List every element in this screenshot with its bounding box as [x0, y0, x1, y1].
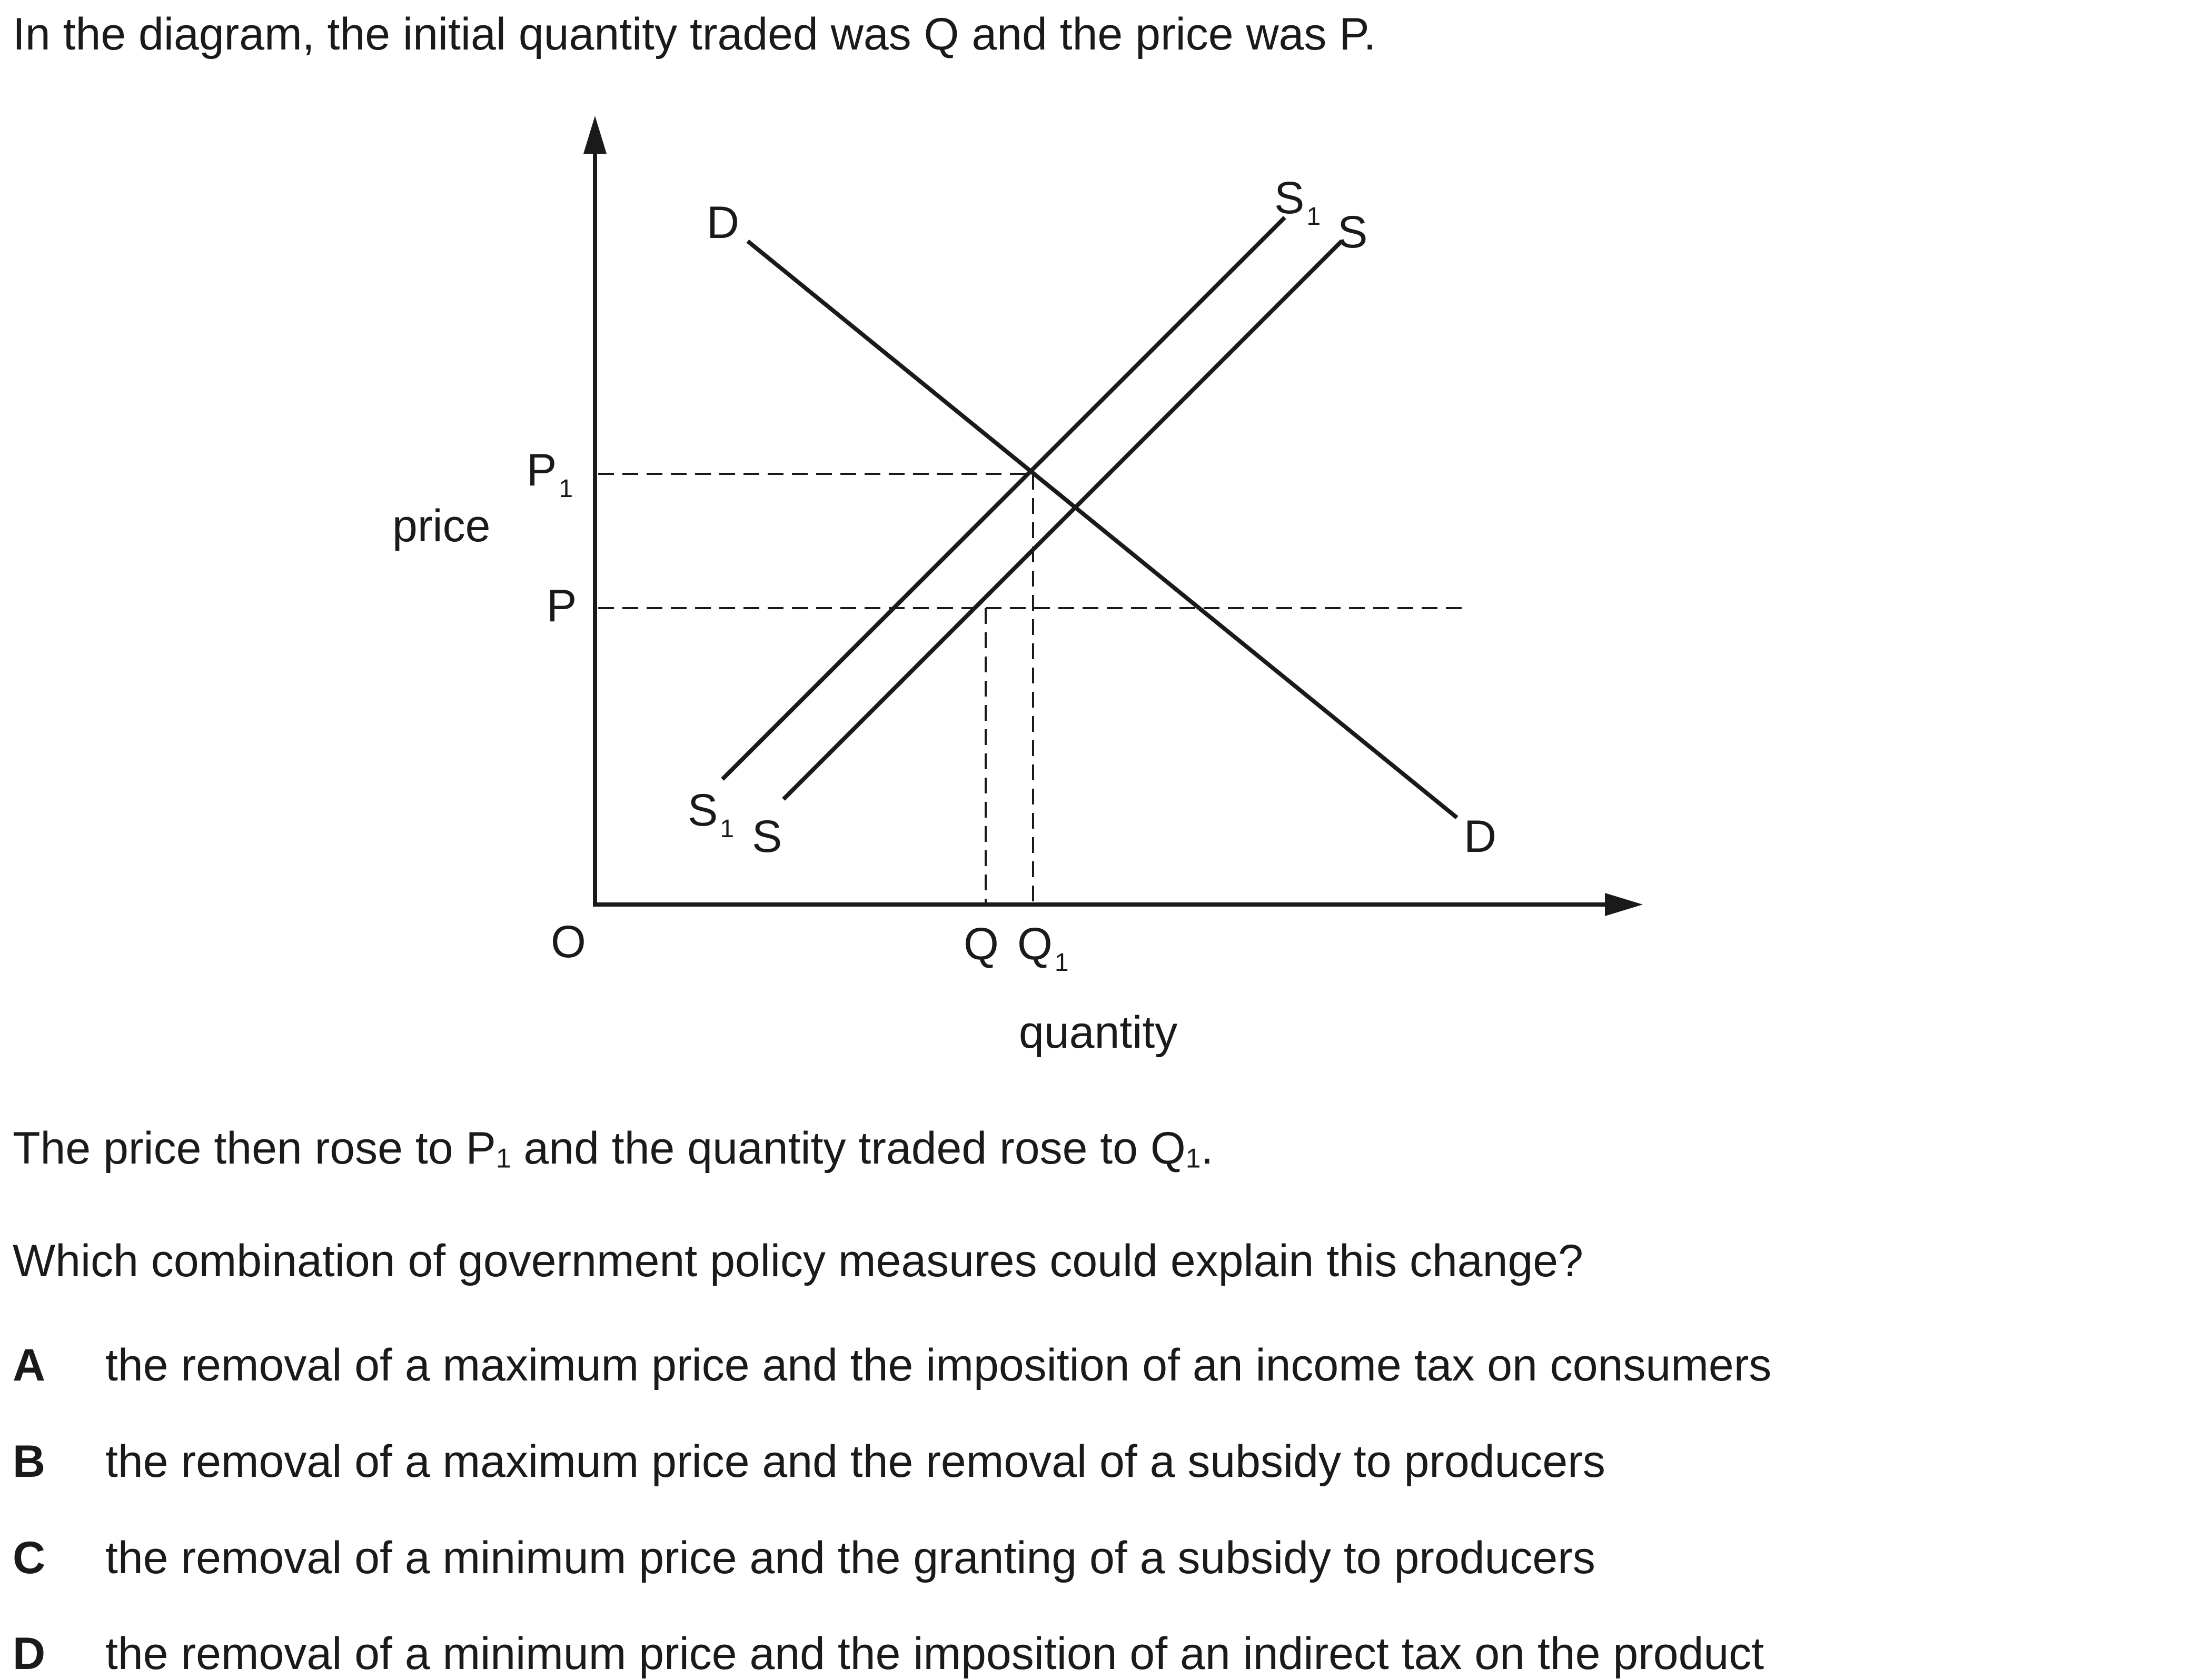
question-intro: In the diagram, the initial quantity traded was Q and the price was P. — [13, 9, 1376, 59]
option-letter: D — [13, 1628, 46, 1679]
s1-label-top: $S_1$ — [1274, 173, 1321, 231]
y-axis-arrow-icon — [583, 116, 607, 154]
option-text: the removal of a maximum price and the removal of a subsidy to producers — [105, 1436, 1605, 1487]
origin-label: O — [551, 917, 586, 967]
option-text: the removal of a maximum price and the imposition of an income tax on consumers — [105, 1340, 1772, 1390]
supply-curve-s — [783, 241, 1342, 799]
s-label-bottom: S — [752, 811, 782, 862]
x-axis-label: quantity — [1019, 1007, 1178, 1058]
s-label-top: S — [1337, 207, 1368, 257]
p1-label: $P_1$ — [527, 445, 573, 503]
q-label: Q — [964, 919, 999, 969]
option-letter: B — [13, 1436, 46, 1487]
demand-label-top: D — [707, 197, 740, 248]
option-text: the removal of a minimum price and the granting of a subsidy to producers — [105, 1533, 1595, 1583]
s1-label-bottom: $S_1$ — [688, 785, 735, 843]
supply-curve-s1 — [722, 217, 1285, 779]
q1-label: $Q_1$ — [1017, 919, 1069, 977]
p-label: P — [547, 581, 577, 631]
option-letter: A — [13, 1340, 46, 1390]
option-text: the removal of a minimum price and the imposition of an indirect tax on the product — [105, 1628, 1764, 1679]
x-axis-arrow-icon — [1605, 893, 1643, 916]
y-axis-label: price — [392, 501, 491, 551]
demand-label-bottom: D — [1464, 811, 1497, 862]
question-prompt: Which combination of government policy measures could explain this change? — [13, 1236, 1583, 1286]
option-letter: C — [13, 1533, 46, 1583]
question-change: The price then rose to $P_1$ and the quantity traded rose to $Q_1$. — [13, 1123, 1214, 1174]
